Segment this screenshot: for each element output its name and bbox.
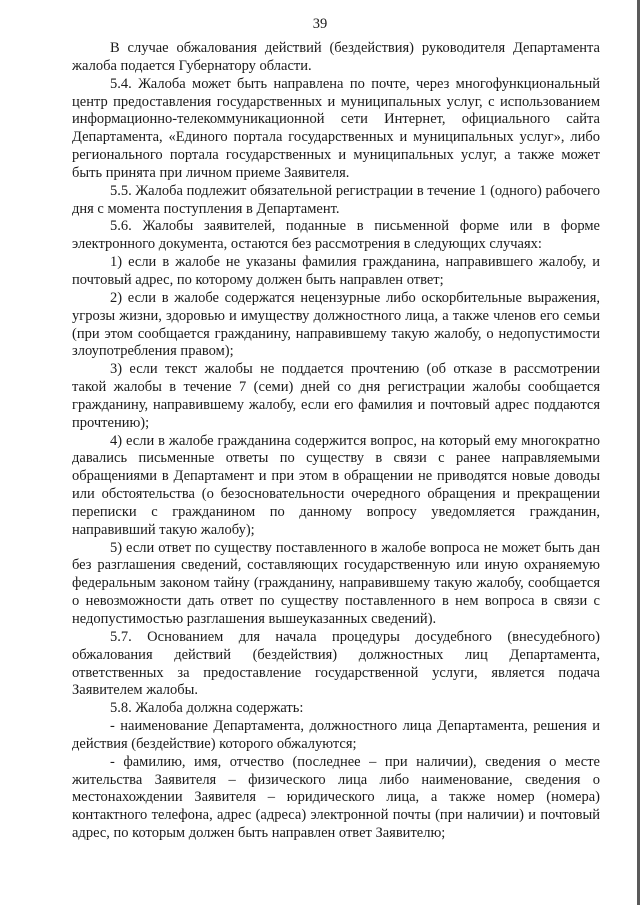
list-item-1: 1) если в жалобе не указаны фамилия гражданина, направившего жалобу, и почтовый адрес, по которому должен быть направлен ответ; (72, 254, 600, 288)
paragraph-5-4: 5.4. Жалоба может быть направлена по почте, через многофункциональный центр предоставления государственных и муниципальных услуг, с использованием информационно-телекоммуникационной сети Интернет, официального сайта Департамента, «Единого портала государственных и муниципальных услуг», либо регионального портала государственных и муниципальных услуг, а также может быть принята при личном приеме Заявителя. (72, 75, 600, 181)
requirement-item-1: - наименование Департамента, должностного лица Департамента, решения и действия (бездействие) которого обжалуются; (72, 718, 600, 752)
list-item-5: 5) если ответ по существу поставленного в жалобе вопроса не может быть дан без разглашения сведений, составляющих государственную или иную охраняемую федеральным законом тайну (гражданину, направившему такую жалобу, сообщается о невозможности дать ответ по существу поставленного в нем вопроса в связи с недопустимостью разглашения вышеуказанных сведений). (72, 539, 600, 627)
paragraph-5-5: 5.5. Жалоба подлежит обязательной регистрации в течение 1 (одного) рабочего дня с момента поступления в Департамент. (72, 182, 600, 217)
page-number: 39 (312, 16, 328, 32)
document-body (72, 40, 600, 843)
paragraph-5-7: 5.7. Основанием для начала процедуры досудебного (внесудебного) обжалования действий (бездействия) должностных лиц Департамента, ответственных за предоставление государственной услуги, является подача Заявителем жалобы. (72, 628, 600, 699)
list-item-2: 2) если в жалобе содержатся нецензурные либо оскорбительные выражения, угрозы жизни, здоровью и имуществу должностного лица, а также членов его семьи (при этом сообщается гражданину, направившему такую жалобу, о недопустимости злоупотребления правом); (72, 289, 600, 360)
paragraph-5-8: 5.8. Жалоба должна содержать: (110, 700, 304, 717)
requirement-item-2: - фамилию, имя, отчество (последнее – при наличии), сведения о месте жительства Заявителя – физического лица либо наименование, сведения о местонахождении Заявителя – юридического лица, а также номер (номера) контактного телефона, адрес (адреса) электронной почты (при наличии) и почтовый адрес, по которым должен быть направлен ответ Заявителю; (72, 753, 600, 842)
paragraph-governor-appeal: В случае обжалования действий (бездействия) руководителя Департамента жалоба подается Губернатору области. (72, 40, 600, 74)
list-item-3: 3) если текст жалобы не поддается прочтению (об отказе в рассмотрении такой жалобы в течение 7 (семи) дней со дня регистрации жалобы сообщается гражданину, направившему жалобу, если его фамилия и почтовый адрес поддаются прочтению); (72, 361, 600, 431)
paragraph-5-6: 5.6. Жалобы заявителей, поданные в письменной форме или в форме электронного документа, остаются без рассмотрения в следующих случаях: (72, 218, 600, 253)
list-item-4: 4) если в жалобе гражданина содержится вопрос, на который ему многократно давались письменные ответы по существу в связи с ранее направляемыми обращениями в Департамент и при этом в обращении не приводятся новые доводы или обстоятельства (о безосновательности очередного обращения и прекращении переписки с гражданином по данному вопросу уведомляется гражданин, направивший такую жалобу); (72, 432, 600, 538)
